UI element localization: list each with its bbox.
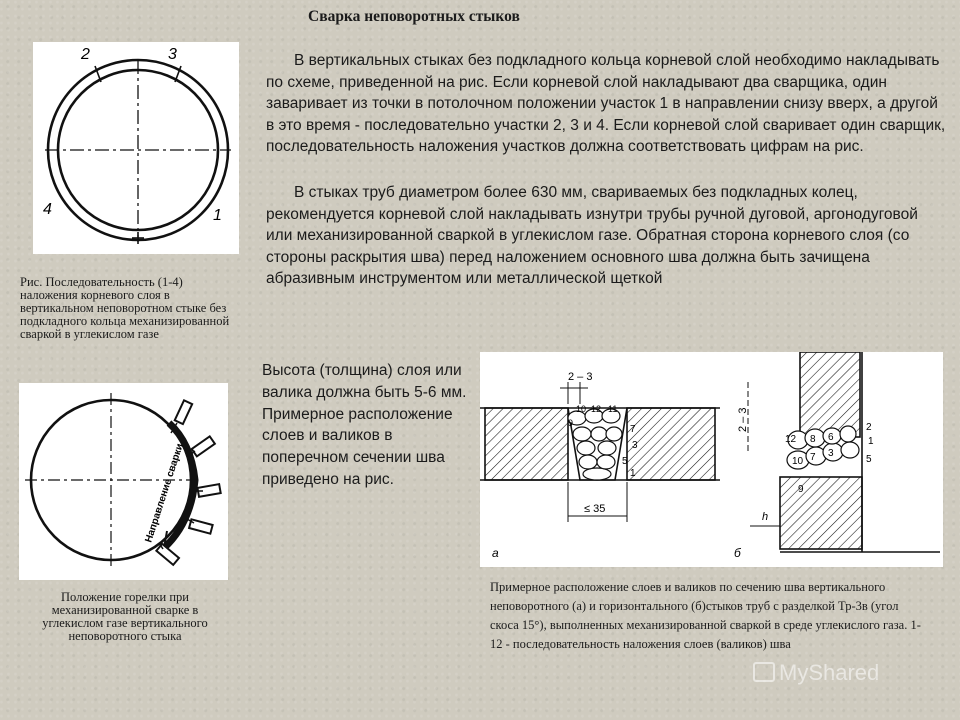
bead-b-7: 7 bbox=[810, 452, 816, 463]
label-a: а bbox=[492, 546, 499, 560]
figure-layer-cross-section bbox=[480, 352, 943, 567]
paragraph-layer-height: Высота (толщина) слоя или валика должна быть 5-6 мм. Примерное расположение слоев и валиков в поперечном сечении шва приведено на рис. bbox=[262, 362, 467, 488]
bead-b-6: 6 bbox=[828, 432, 834, 443]
page-title: Сварка неповоротных стыков bbox=[308, 8, 520, 25]
paragraph-root-layer: В вертикальных стыках без подкладного кольца корневой слой необходимо накладывать по схеме, приведенной на рис. Если корневой слой накладывают два сварщика, один заваривает из точки в потолочном положении участок 1 в направлении снизу вверх, а другой в это время - последовательно участки 2, 3 и 4. Если корневой слой сваривает один сварщик, последовательность наложения участков должна соответствовать цифрам на рис. bbox=[266, 52, 946, 156]
cross-section-diagram bbox=[480, 352, 943, 567]
torch-position-diagram bbox=[19, 383, 228, 580]
fig1-label-1: 1 bbox=[213, 207, 222, 224]
fig1-label-2: 2 bbox=[81, 46, 90, 63]
watermark bbox=[753, 660, 879, 686]
dim-b-2-3: 2 – 3 bbox=[737, 407, 749, 432]
paragraph-large-pipes: В стыках труб диаметром более 630 мм, свариваемых без подкладных колец, рекомендуется корневой слой накладывать изнутри трубы ручной дуговой, аргонодуговой или механизированной сваркой в углекислом газе. Обратная сторона корневого слоя (со стороны раскрытия шва) перед наложением основного шва должна быть зачищена абразивным инструментом или металлической щеткой bbox=[266, 184, 918, 288]
section-b bbox=[734, 352, 940, 560]
dim-b-h: h bbox=[762, 511, 769, 523]
bead-b-9: 9 bbox=[798, 484, 804, 495]
bead-b-5: 5 bbox=[866, 454, 872, 465]
bead-b-12: 12 bbox=[785, 434, 797, 445]
bead-a-11: 11 bbox=[608, 404, 618, 414]
fig1-label-3: 3 bbox=[168, 46, 177, 63]
bead-b-3: 3 bbox=[828, 448, 834, 459]
bead-b-1: 1 bbox=[868, 436, 874, 447]
bead-a-5: 5 bbox=[622, 456, 628, 467]
figure-torch-position bbox=[19, 383, 228, 580]
watermark-text: MyShared bbox=[779, 660, 880, 685]
dim-a-2-3: 2 – 3 bbox=[568, 371, 593, 383]
bead-a-7: 7 bbox=[630, 424, 636, 435]
bead-a-10: 10 bbox=[576, 404, 587, 414]
fig2-direction-label: Направление сварки bbox=[143, 442, 186, 544]
caption-torch-position: Положение горелки при механизированной сварке в углекислом газе вертикального неповоротного стыка bbox=[42, 590, 208, 643]
bead-a-3: 3 bbox=[632, 440, 638, 451]
bead-a-12: 12 bbox=[591, 404, 602, 414]
bead-b-10: 10 bbox=[792, 456, 804, 467]
caption-root-sequence: Рис. Последовательность (1-4) наложения корневого слоя в вертикальном неповоротном стыке без подкладного кольца механизированной сваркой в углекислом газе bbox=[20, 275, 230, 341]
dim-a-35: ≤ 35 bbox=[584, 503, 606, 515]
fig1-label-4: 4 bbox=[43, 201, 52, 218]
watermark-icon bbox=[753, 662, 775, 682]
caption-cross-section: Примерное расположение слоев и валиков по сечению шва вертикального неповоротного (а) и горизонтального (б)стыков труб с разделкой Тр-3в (угол скоса 15°), выполненных механизированной сваркой в среде углекислого газа. 1-12 - последовательность наложения слоев (валиков) шва bbox=[490, 580, 921, 651]
figure-root-sequence bbox=[33, 42, 239, 254]
label-b: б bbox=[734, 546, 741, 560]
root-sequence-diagram bbox=[33, 42, 239, 254]
bead-b-8: 8 bbox=[810, 434, 816, 445]
bead-a-9: 9 bbox=[568, 418, 574, 428]
section-a bbox=[480, 371, 720, 560]
bead-a-1: 1 bbox=[630, 468, 636, 479]
bead-b-2: 2 bbox=[866, 422, 872, 433]
